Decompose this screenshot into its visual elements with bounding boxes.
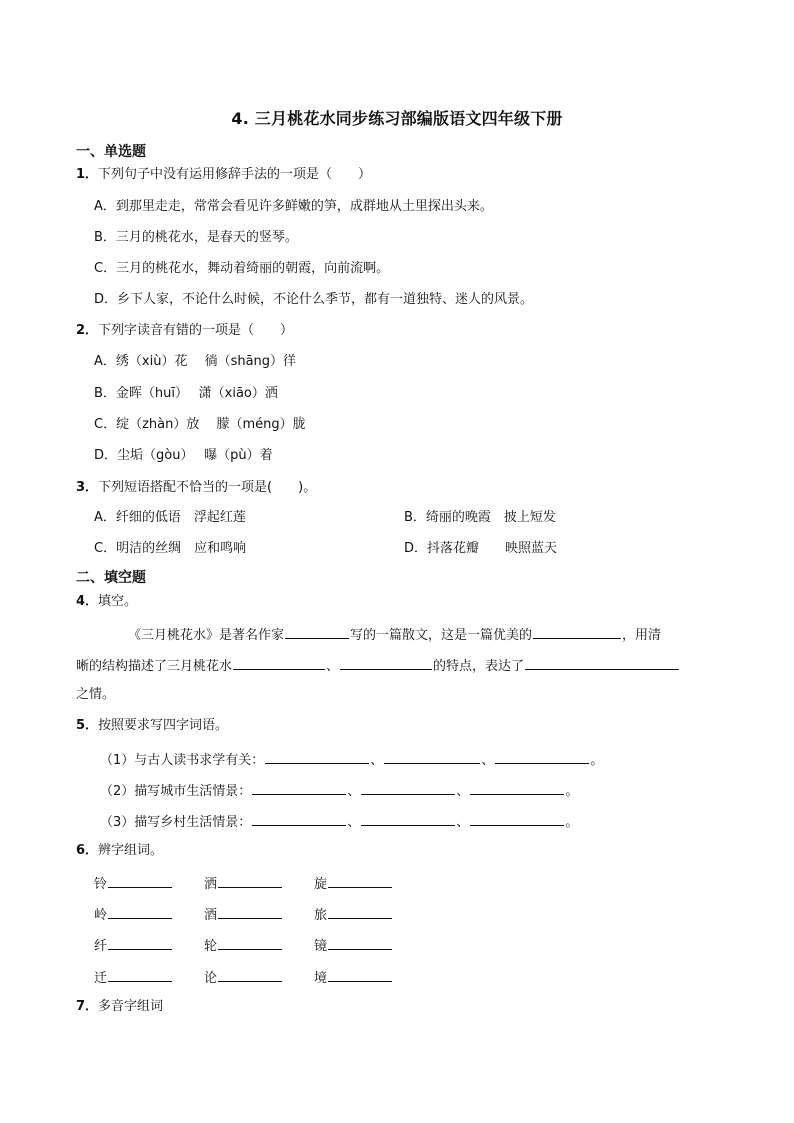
period: 。 (565, 815, 579, 830)
separator: 、 (481, 753, 495, 768)
q5-blank[interactable] (495, 749, 589, 764)
option-3b: B．绮丽的晚霞 披上短发 (404, 510, 556, 525)
option-2d: D．尘垢（gòu） 曝（pù）着 (94, 448, 273, 463)
question-stem: 填空。 (98, 594, 138, 609)
q5-blank[interactable] (252, 780, 346, 795)
question-stem: 下列短语搭配不恰当的一项是( )。 (98, 480, 317, 495)
word-cell (94, 967, 173, 988)
question-number: 7． (76, 999, 99, 1014)
q4-text: 写的一篇散文，这是一篇优美的 (350, 628, 533, 643)
question-number: 5． (76, 718, 99, 733)
word-cell (204, 873, 283, 894)
q5-blank[interactable] (361, 780, 455, 795)
word-blank[interactable] (328, 904, 392, 919)
q5-blank[interactable] (384, 749, 480, 764)
q4-text: 的特点，表达了 (433, 659, 525, 674)
word-blank[interactable] (218, 904, 282, 919)
option-1a: A．到那里走走，常常会看见许多鲜嫩的笋，成群地从土里探出头来。 (94, 199, 493, 214)
question-stem: 多音字组词 (98, 999, 164, 1014)
q5-blank[interactable] (265, 749, 369, 764)
word-cell (94, 935, 173, 956)
option-3c: C．明洁的丝绸 应和鸣响 (94, 541, 247, 556)
option-2b: B．金晖（huī） 潇（xiāo）洒 (94, 386, 278, 401)
q5-blank[interactable] (470, 780, 564, 795)
option-1c: C．三月的桃花水，舞动着绮丽的朝霞，向前流啊。 (94, 261, 390, 276)
word-blank[interactable] (328, 873, 392, 888)
question-number: 3． (76, 480, 99, 495)
q4-text: ，用清 (622, 628, 662, 643)
character: 迁 (94, 971, 108, 986)
word-blank[interactable] (218, 967, 282, 982)
question-1 (76, 166, 371, 184)
character: 旋 (314, 877, 328, 892)
word-cell (94, 873, 173, 894)
separator: 、 (370, 753, 384, 768)
question-7 (76, 998, 163, 1016)
q5-item-label: （2）描写城市生活情景： (100, 784, 252, 799)
question-number: 4． (76, 594, 99, 609)
word-blank[interactable] (108, 935, 172, 950)
emotion-blank[interactable] (525, 655, 679, 670)
word-blank[interactable] (108, 904, 172, 919)
character: 轮 (204, 939, 218, 954)
option-2c: C．绽（zhàn）放 朦（méng）胧 (94, 417, 306, 432)
character: 旅 (314, 908, 328, 923)
word-blank[interactable] (328, 967, 392, 982)
q4-text: 晰的结构描述了三月桃花水 (76, 659, 233, 674)
period: 。 (590, 753, 604, 768)
q5-blank[interactable] (361, 811, 455, 826)
separator: 、 (347, 815, 361, 830)
character: 酒 (204, 908, 218, 923)
word-cell (204, 904, 283, 925)
word-blank[interactable] (108, 873, 172, 888)
q4-paragraph-line-2 (76, 655, 680, 676)
question-6 (76, 842, 163, 860)
option-3d: D．抖落花瓣 映照蓝天 (404, 541, 558, 556)
question-number: 2． (76, 323, 99, 338)
option-1b: B．三月的桃花水，是春天的竖琴。 (94, 230, 298, 245)
q5-blank[interactable] (252, 811, 346, 826)
q5-item-label: （3）描写乡村生活情景： (100, 815, 252, 830)
question-stem: 下列句子中没有运用修辞手法的一项是（ ） (98, 167, 372, 182)
character: 岭 (94, 908, 108, 923)
section-fill-blank: 二、填空题 (76, 570, 146, 586)
question-number: 6． (76, 843, 99, 858)
word-cell (314, 873, 393, 894)
character: 洒 (204, 877, 218, 892)
character: 铃 (94, 877, 108, 892)
q4-paragraph-line-1 (128, 624, 661, 645)
word-cell (94, 904, 173, 925)
option-2a: A．绣（xiù）花 徜（shāng）徉 (94, 354, 297, 369)
character: 论 (204, 971, 218, 986)
word-cell (204, 935, 283, 956)
word-cell (314, 935, 393, 956)
q5-blank[interactable] (470, 811, 564, 826)
word-cell (204, 967, 283, 988)
feature-blank-2[interactable] (340, 655, 432, 670)
word-blank[interactable] (218, 873, 282, 888)
word-cell (314, 967, 393, 988)
character: 境 (314, 971, 328, 986)
word-blank[interactable] (218, 935, 282, 950)
question-stem: 辨字组词。 (98, 843, 164, 858)
option-3a: A．纤细的低语 浮起红莲 (94, 510, 246, 525)
q5-item-3 (100, 811, 578, 832)
genre-blank[interactable] (533, 624, 621, 639)
separator: 、 (456, 815, 470, 830)
word-blank[interactable] (108, 967, 172, 982)
page-title: 4. 三月桃花水同步练习部编版语文四年级下册 (231, 109, 563, 128)
q5-item-1 (100, 749, 603, 770)
question-stem: 按照要求写四字词语。 (98, 718, 229, 733)
question-stem: 下列字读音有错的一项是（ ） (98, 323, 294, 338)
question-2 (76, 322, 293, 340)
question-3 (76, 479, 316, 497)
word-cell (314, 904, 393, 925)
question-5 (76, 717, 228, 735)
author-blank[interactable] (285, 624, 349, 639)
separator: 、 (456, 784, 470, 799)
section-single-choice: 一、单选题 (76, 144, 146, 160)
q4-paragraph-line-3: 之情。 (76, 687, 116, 702)
word-blank[interactable] (328, 935, 392, 950)
q4-text: 、 (326, 659, 340, 674)
question-number: 1． (76, 167, 99, 182)
character: 镜 (314, 939, 328, 954)
feature-blank-1[interactable] (233, 655, 325, 670)
period: 。 (565, 784, 579, 799)
character: 纤 (94, 939, 108, 954)
separator: 、 (347, 784, 361, 799)
q4-text: 《三月桃花水》是著名作家 (128, 628, 285, 643)
question-4 (76, 593, 137, 611)
option-1d: D．乡下人家，不论什么时候，不论什么季节，都有一道独特、迷人的风景。 (94, 292, 534, 307)
q5-item-label: （1）与古人读书求学有关： (100, 753, 265, 768)
q5-item-2 (100, 780, 578, 801)
